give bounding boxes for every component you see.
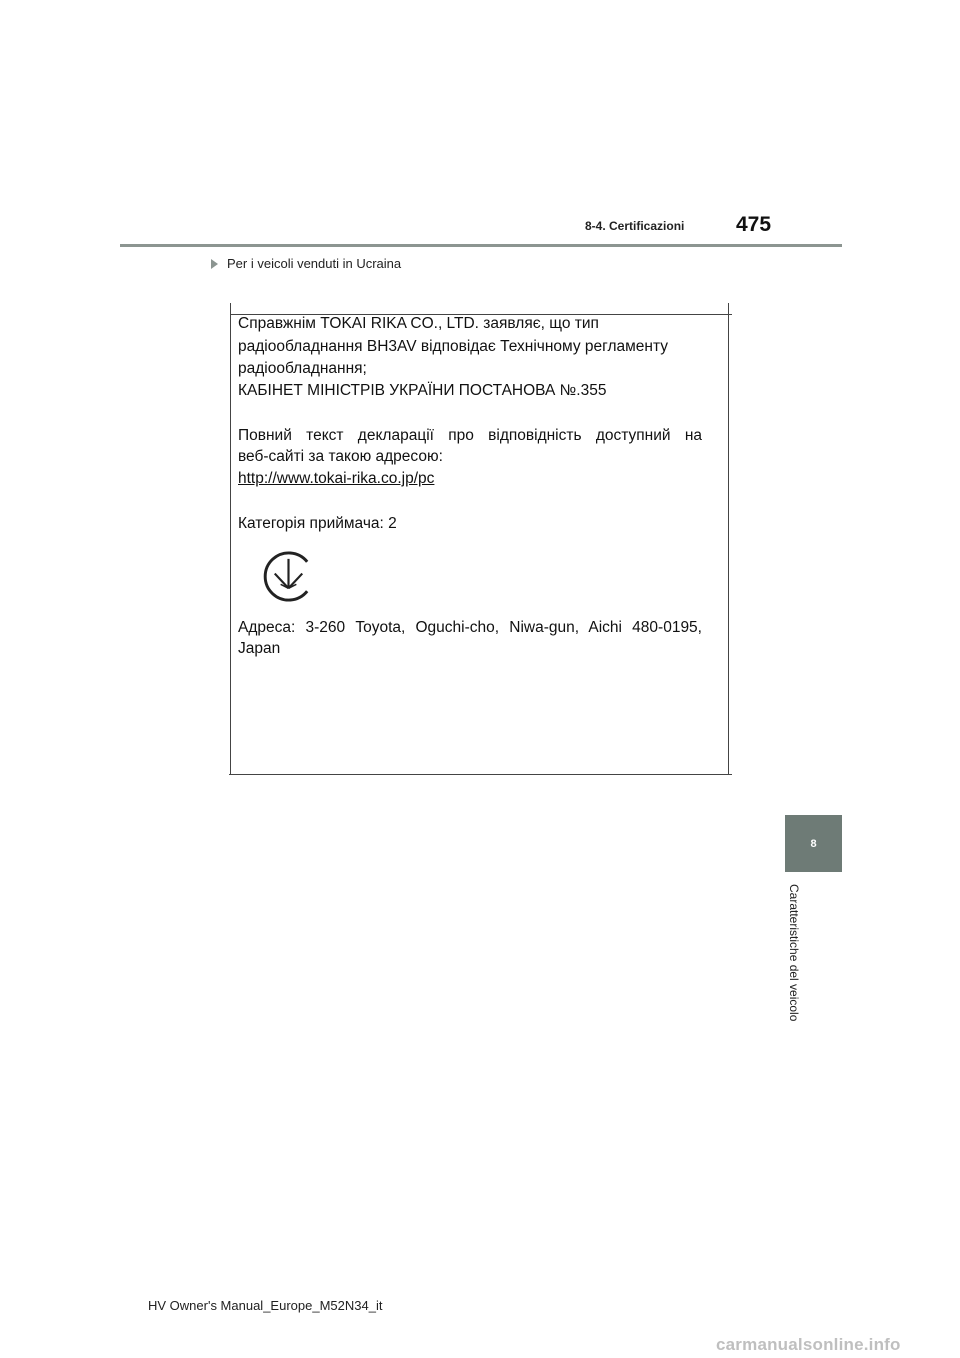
tokai-rika-link[interactable]: http://www.tokai-rika.co.jp/pc <box>238 470 435 487</box>
receiver-category: Категорія приймача: 2 <box>238 515 397 532</box>
address-line: Japan <box>238 640 281 657</box>
intro-line <box>211 256 401 271</box>
footer-text: HV Owner's Manual_Europe_M52N34_it <box>148 1298 383 1313</box>
section-title: 8-4. Certificazioni <box>585 219 685 233</box>
frame-right-rule <box>728 303 729 775</box>
chapter-title: Caratteristiche del veicolo <box>787 884 801 1022</box>
declaration-line: веб-сайті за такою адресою: <box>238 448 443 465</box>
address-line: Адреса: 3-260 Toyota, Oguchi-cho, Niwa-gun, Aichi 480-0195, <box>238 619 702 636</box>
frame-bottom-rule <box>229 774 732 775</box>
chapter-tab: 8 <box>785 815 842 872</box>
header-rule <box>120 244 842 247</box>
frame-left-rule <box>230 303 231 775</box>
page-number: 475 <box>736 213 772 236</box>
watermark: carmanualsonline.info <box>716 1335 901 1354</box>
triangle-bullet-icon <box>211 259 218 269</box>
declaration-line: радіообладнання BH3AV відповідає Технічному регламенту <box>238 338 668 355</box>
chapter-title-vertical <box>776 884 812 1044</box>
declaration-line: Справжнім TOKAI RIKA CO., LTD. заявляє, що тип <box>238 315 599 332</box>
declaration-line: радіообладнання; <box>238 360 367 377</box>
intro-text: Per i veicoli venduti in Ucraina <box>227 256 402 271</box>
declaration-line: КАБІНЕТ МІНІСТРІВ УКРАЇНИ ПОСТАНОВА №.355 <box>238 382 607 399</box>
declaration-line: Повний текст декларації про відповідність доступний на <box>238 427 702 444</box>
ukraine-conformity-mark-icon <box>261 549 316 604</box>
